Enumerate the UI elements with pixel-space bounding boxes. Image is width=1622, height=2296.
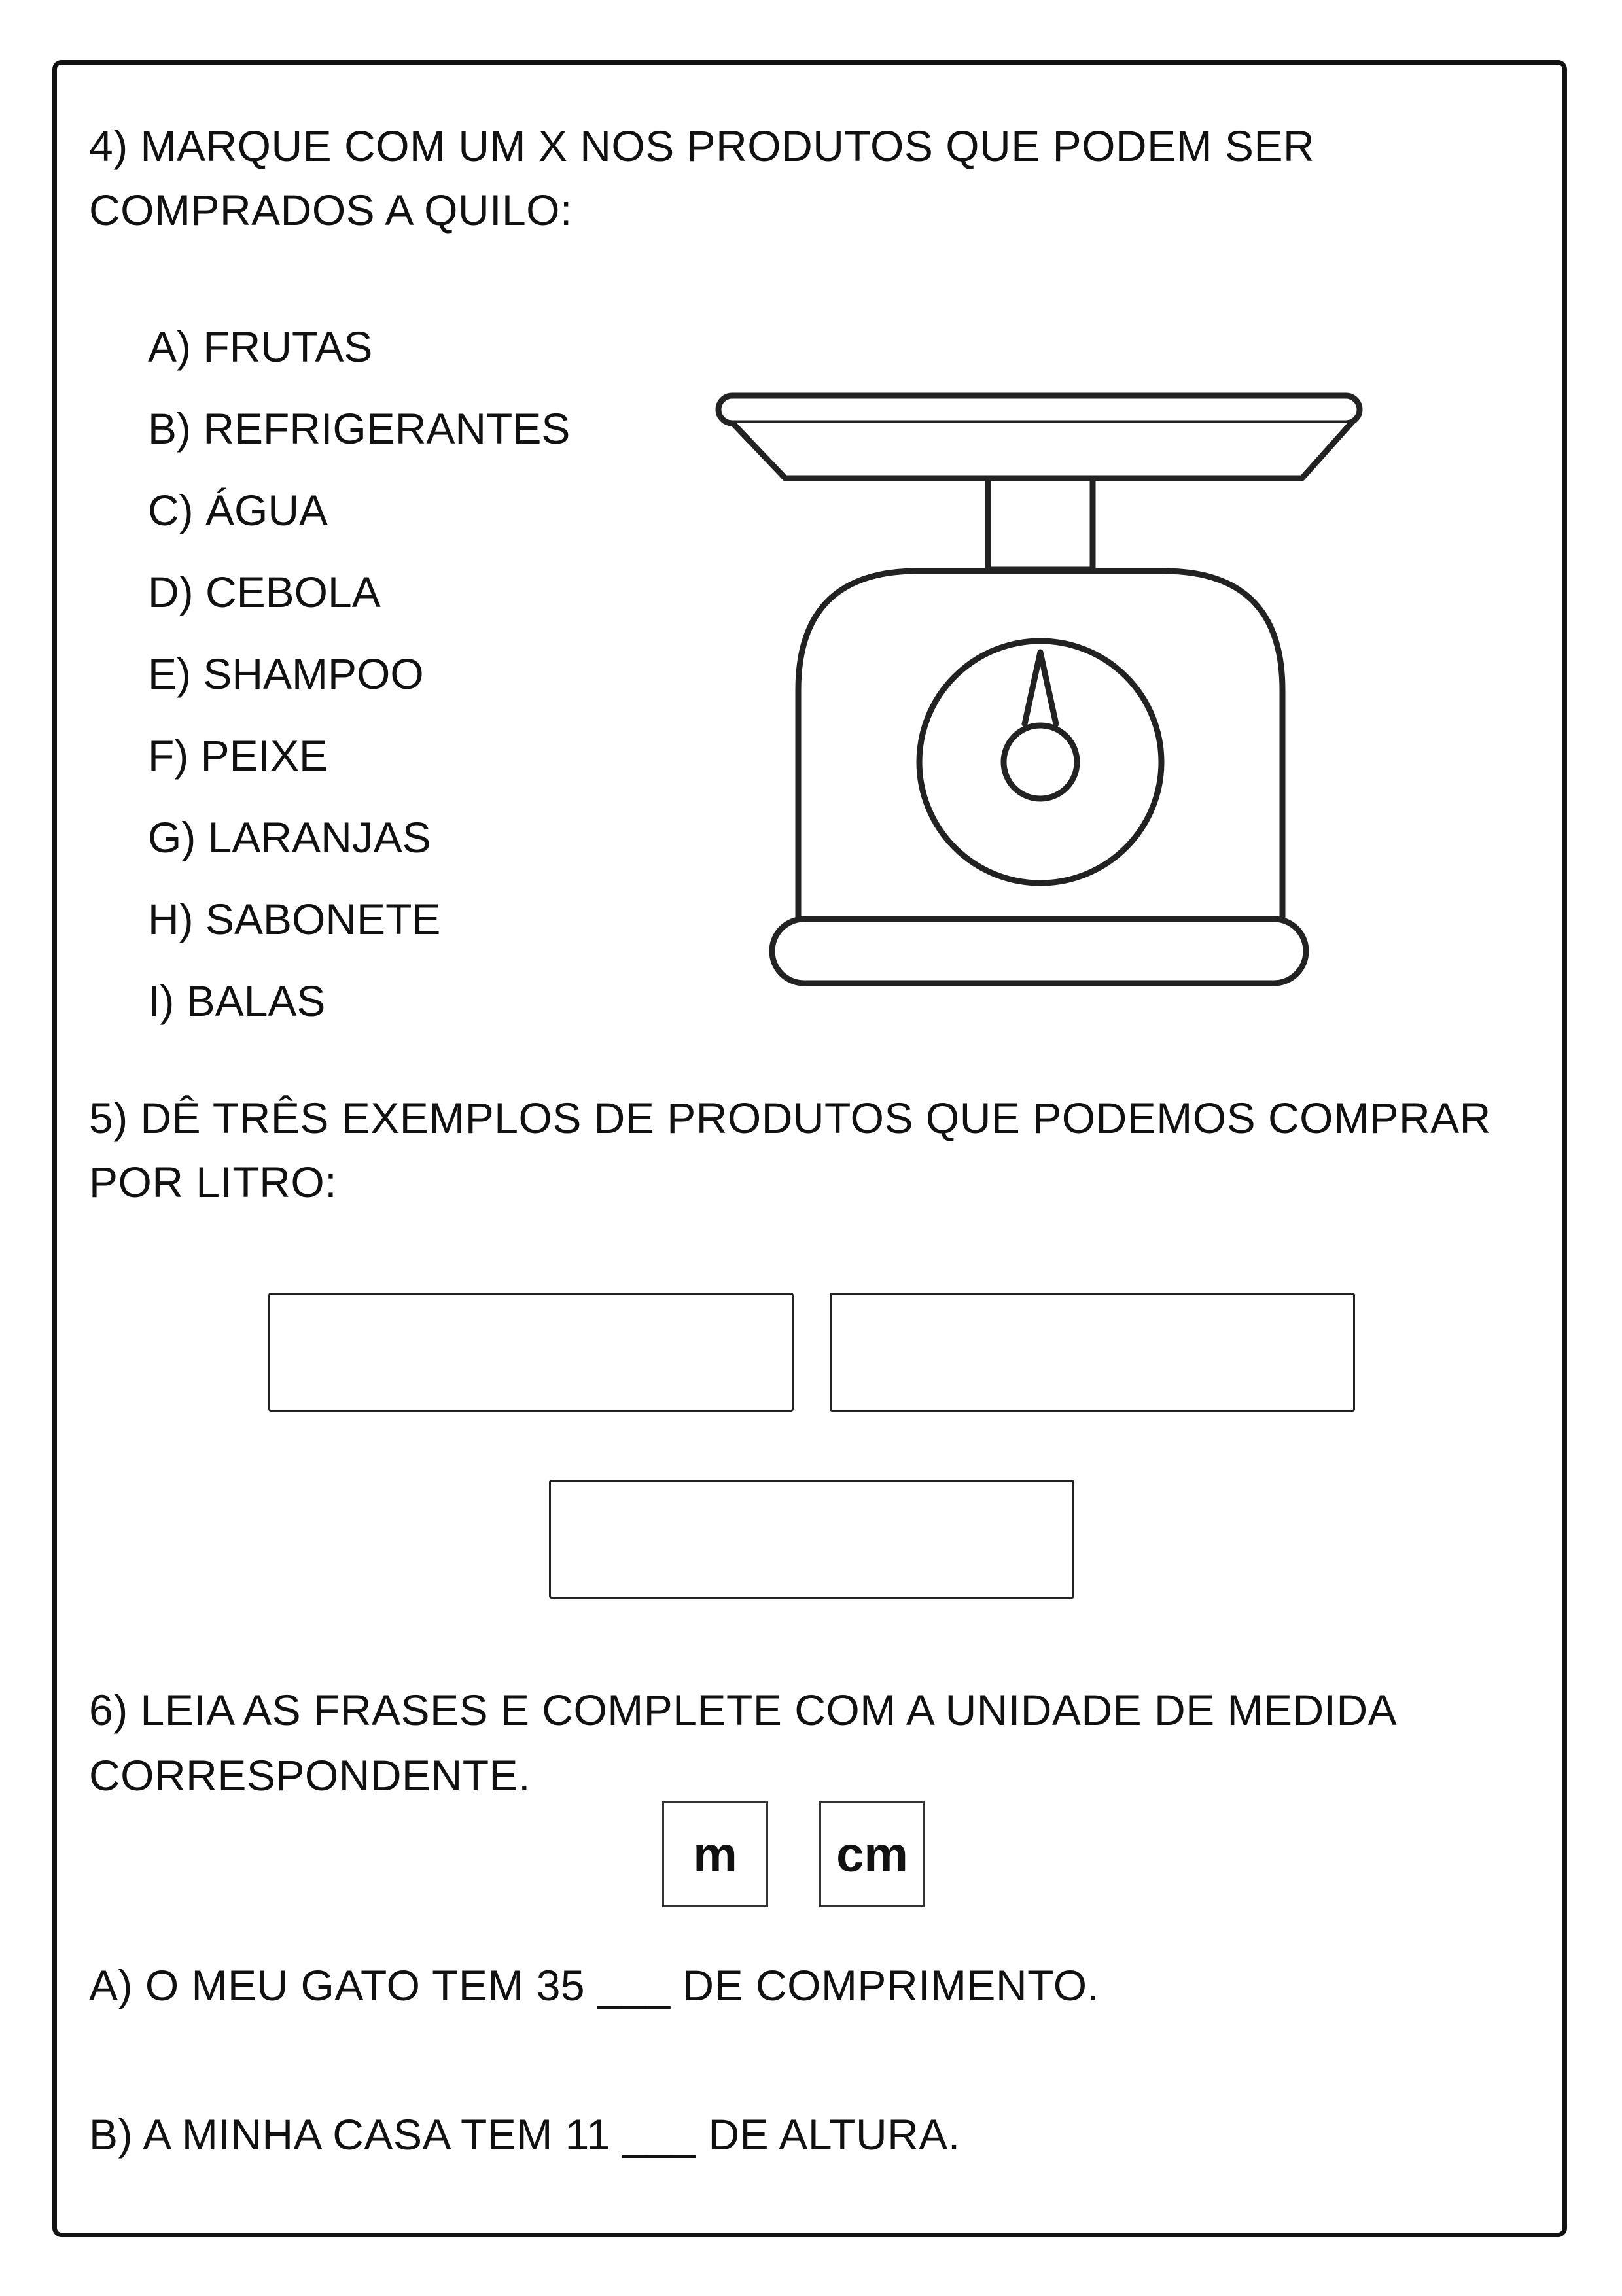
q4-option-i: I) BALAS bbox=[148, 977, 326, 1025]
q6-prompt-line2: CORRESPONDENTE. bbox=[89, 1751, 531, 1800]
q5-answer-box-1[interactable] bbox=[268, 1293, 794, 1412]
unit-card-m[interactable]: m bbox=[662, 1801, 768, 1907]
q4-option-a[interactable]: A) FRUTAS bbox=[148, 322, 373, 371]
q4-option-c[interactable]: C) ÁGUA bbox=[148, 486, 328, 534]
q6-sentence-b: B) A MINHA CASA TEM 11 ___ DE ALTURA. bbox=[89, 2110, 961, 2159]
q4-option-g[interactable]: G) LARANJAS bbox=[148, 813, 431, 861]
q4-option-b[interactable]: B) REFRIGERANTES bbox=[148, 404, 571, 453]
q4-option-f[interactable]: F) PEIXE bbox=[148, 731, 328, 780]
q5-answer-box-2[interactable] bbox=[830, 1293, 1355, 1412]
q4-prompt-line2: COMPRADOS A QUILO: bbox=[89, 186, 573, 234]
q6-sentence-a: A) O MEU GATO TEM 35 ___ DE COMPRIMENTO. bbox=[89, 1961, 1100, 2009]
q4-prompt-line1: 4) MARQUE COM UM X NOS PRODUTOS QUE PODEM SER bbox=[89, 122, 1315, 170]
q6-prompt-line1: 6) LEIA AS FRASES E COMPLETE COM A UNIDADE DE MEDIDA bbox=[89, 1686, 1398, 1734]
q5-prompt-line2: POR LITRO: bbox=[89, 1158, 338, 1206]
q5-prompt-line1: 5) DÊ TRÊS EXEMPLOS DE PRODUTOS QUE PODEMOS COMPRAR bbox=[89, 1094, 1491, 1142]
q5-answer-box-3[interactable] bbox=[549, 1480, 1074, 1599]
q4-option-d[interactable]: D) CEBOLA bbox=[148, 568, 381, 616]
q4-option-e[interactable]: E) SHAMPOO bbox=[148, 650, 424, 698]
unit-card-cm[interactable]: cm bbox=[819, 1801, 925, 1907]
q4-option-h[interactable]: H) SABONETE bbox=[148, 895, 441, 943]
kitchen-scale-icon bbox=[713, 389, 1367, 991]
